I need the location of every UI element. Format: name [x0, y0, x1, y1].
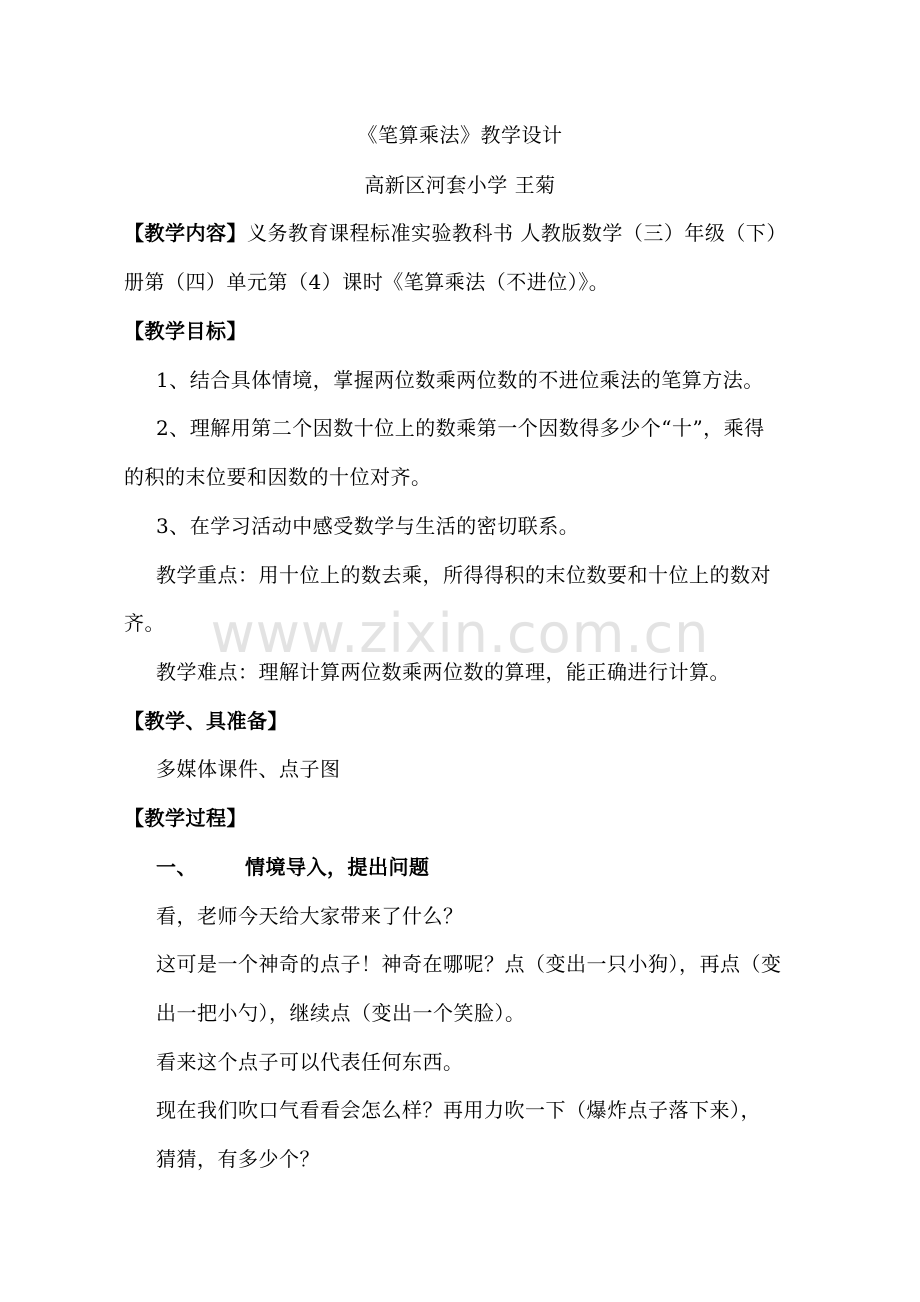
- content-heading: 【教学内容】: [124, 221, 247, 245]
- content-paragraph-line2: 册第（四）单元第（4）课时《笔算乘法（不进位）》。: [124, 270, 610, 294]
- key-point-line1: 教学重点：用十位上的数去乘，所得得积的末位数要和十位上的数对: [156, 563, 771, 587]
- difficulty-point: 教学难点：理解计算两位数乘两位数的算理，能正确进行计算。: [156, 660, 730, 684]
- prep-heading: 【教学、具准备】: [124, 709, 288, 733]
- goal-2-line1: 2、理解用第二个因数十位上的数乘第一个因数得多少个“十”，乘得: [156, 416, 765, 440]
- key-point-line2: 齐。: [124, 611, 165, 635]
- paragraph-4-line1: 现在我们吹口气看看会怎么样？再用力吹一下（爆炸点子落下来），: [156, 1098, 761, 1122]
- process-heading: 【教学过程】: [124, 806, 247, 830]
- paragraph-3: 看来这个点子可以代表任何东西。: [156, 1050, 464, 1074]
- goal-3: 3、在学习活动中感受数学与生活的密切联系。: [156, 514, 580, 538]
- document-title: 《笔算乘法》教学设计: [357, 123, 563, 147]
- document-author: 高新区河套小学 王菊: [364, 173, 556, 197]
- section-1-heading: [156, 853, 430, 881]
- prep-text: 多媒体课件、点子图: [156, 757, 341, 781]
- section-1-title: 情境导入，提出问题: [245, 855, 430, 879]
- content-text: 义务教育课程标准实验教科书 人教版数学（三）年级（下）: [247, 221, 787, 245]
- paragraph-2-line2: 出一把小勺），继续点（变出一个笑脸）。: [156, 1001, 526, 1025]
- section-1-number: 一、: [156, 855, 197, 879]
- paragraph-4-line2: 猜猜，有多少个？: [156, 1147, 320, 1171]
- goal-1: 1、结合具体情境，掌握两位数乘两位数的不进位乘法的笔算方法。: [156, 368, 764, 392]
- goals-heading: 【教学目标】: [124, 319, 247, 343]
- goal-2-line2: 的积的末位要和因数的十位对齐。: [124, 465, 432, 489]
- content-paragraph-line1: [124, 219, 787, 247]
- watermark: www.zixin.com.cn: [210, 602, 710, 665]
- paragraph-1: 看，老师今天给大家带来了什么？: [156, 904, 464, 928]
- paragraph-2-line1: 这可是一个神奇的点子！神奇在哪呢？点（变出一只小狗），再点（变: [156, 952, 782, 976]
